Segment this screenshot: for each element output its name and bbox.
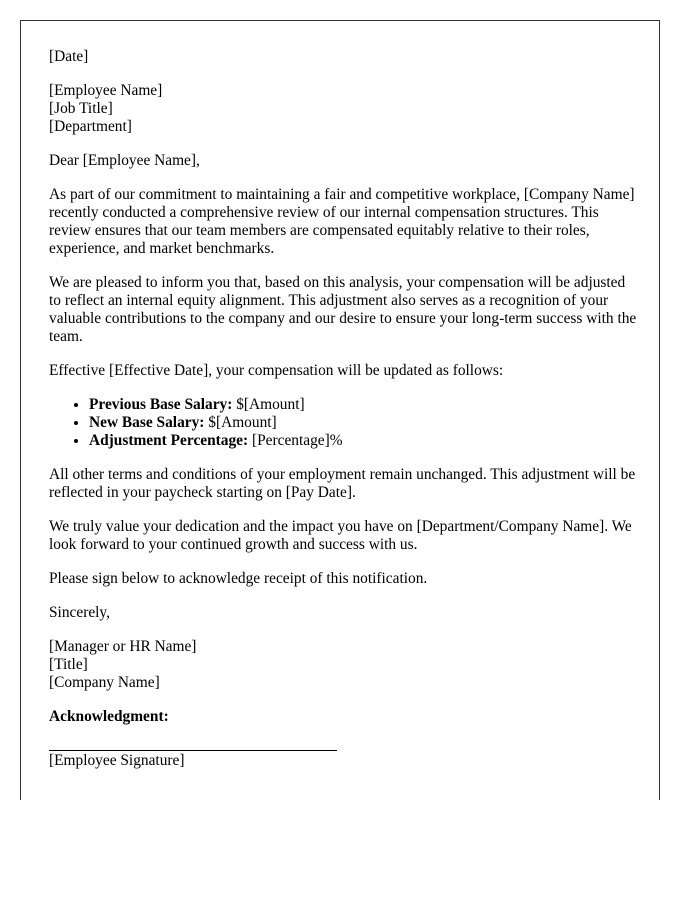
recipient-name: [Employee Name] xyxy=(49,82,163,99)
paragraph-effective: Effective [Effective Date], your compensation will be updated as follows: xyxy=(49,362,504,379)
paragraph-terms: All other terms and conditions of your employment remain unchanged. This adjustment will be reflected in your paycheck starting on [Pay Date]. xyxy=(49,466,636,501)
sender-title: [Title] xyxy=(49,656,88,673)
recipient-block xyxy=(49,82,639,136)
letter-date: [Date] xyxy=(49,48,89,65)
compensation-details-list xyxy=(49,396,639,450)
detail-label: New Base Salary: xyxy=(89,414,205,431)
paragraph-sign-request: Please sign below to acknowledge receipt of this notification. xyxy=(49,570,428,587)
sender-block xyxy=(49,638,639,692)
acknowledgment-heading: Acknowledgment: xyxy=(49,708,169,725)
salutation: Dear [Employee Name], xyxy=(49,152,200,169)
detail-value: [Percentage]% xyxy=(248,432,343,449)
paragraph-value: We truly value your dedication and the impact you have on [Department/Company Name]. We look forward to your continued growth and success with us. xyxy=(49,518,632,553)
recipient-job-title: [Job Title] xyxy=(49,100,113,117)
detail-value: $[Amount] xyxy=(232,396,305,413)
paragraph-announcement: We are pleased to inform you that, based on this analysis, your compensation will be adjusted to reflect an internal equity alignment. This adjustment also serves as a recognition of your valuable contributions to the company and our desire to ensure your long-term success with the team. xyxy=(49,274,637,345)
signature-label: [Employee Signature] xyxy=(49,752,185,769)
detail-previous-salary xyxy=(89,396,639,414)
letter-body xyxy=(49,48,639,770)
detail-new-salary xyxy=(89,414,639,432)
signoff: Sincerely, xyxy=(49,604,110,621)
detail-value: $[Amount] xyxy=(204,414,277,431)
detail-label: Adjustment Percentage: xyxy=(89,432,249,449)
detail-label: Previous Base Salary: xyxy=(89,396,233,413)
recipient-department: [Department] xyxy=(49,118,132,135)
signature-line xyxy=(49,750,337,751)
paragraph-intro: As part of our commitment to maintaining a fair and competitive workplace, [Company Name] recently conducted a comprehensive review of our internal compensation structures. This review ensures that our team members are compensated equitably relative to their roles, experience, and market benchmarks. xyxy=(49,186,635,257)
sender-name: [Manager or HR Name] xyxy=(49,638,197,655)
detail-adjustment-percentage xyxy=(89,432,639,450)
sender-company: [Company Name] xyxy=(49,674,160,691)
